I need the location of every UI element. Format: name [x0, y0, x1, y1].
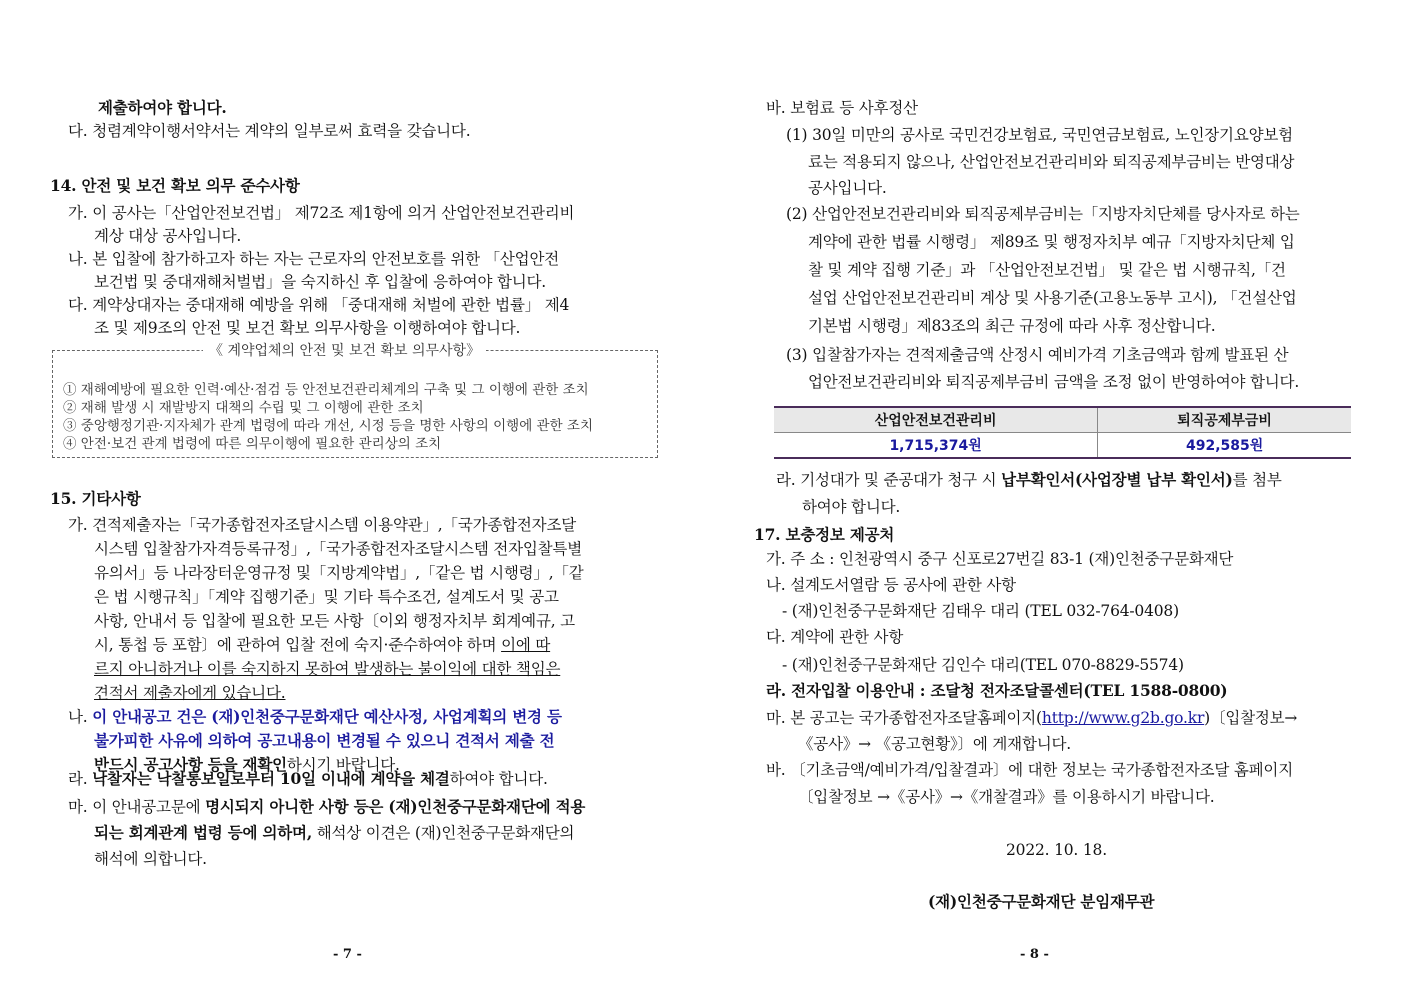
ma-bold-text: 되는 회계관계 법령 등에 의하며, — [94, 823, 313, 842]
section-17-title: 17. 보충정보 제공처 — [754, 525, 895, 544]
section-14-line: 가. 이 공사는「산업안전보건법」 제72조 제1항에 의거 산업안전보건관리비 — [68, 204, 575, 222]
ra-label: 라. — [68, 770, 88, 788]
section-14-line: 다. 계약상대자는 중대재해 예방을 위해 「중대재해 처벌에 관한 법률」 제4 — [68, 296, 570, 314]
section-17-line: 라. 전자입찰 이용안내 : 조달청 전자조달콜센터(TEL 1588-0800) — [766, 681, 1228, 700]
fee-header-safety: 산업안전보건관리비 — [774, 407, 1098, 433]
safety-obligations-box — [52, 343, 658, 458]
notice-date: 2022. 10. 18. — [1006, 841, 1107, 859]
section-ba-line: 찰 및 계약 집행 기준」과 「산업안전보건법」 및 같은 법 시행규칙,「건 — [808, 261, 1286, 279]
section-15-na-line: 불가피한 사유에 의하여 공고내용이 변경될 수 있으니 견적서 제출 전 — [94, 731, 555, 750]
section-14-line: 보건법 및 중대재해처벌법」을 숙지하신 후 입찰에 응하여야 합니다. — [94, 273, 546, 291]
section-15-ga-line: 유의서」등 나라장터운영규정 및「지방계약법」,「같은 법 시행령」,「같 — [94, 564, 584, 582]
page-7 — [50, 0, 690, 992]
section-15-ra-line — [68, 769, 548, 789]
section-17-ma-line: 《공사》→ 《공고현황》〕에 게재합니다. — [798, 735, 1071, 753]
ma-text: 마. 본 공고는 국가종합전자조달홈페이지( — [766, 709, 1042, 727]
box-item: ② 재해 발생 시 재발방지 대책의 수립 및 그 이행에 관한 조치 — [63, 400, 424, 416]
section-17-line: 나. 설계도서열람 등 공사에 관한 사항 — [766, 576, 1016, 594]
section-14-title: 14. 안전 및 보건 확보 의무 준수사항 — [50, 176, 300, 195]
ga-underlined-text: 이에 따 — [501, 636, 551, 654]
page-number: - 7 - — [333, 947, 362, 962]
section-15-ga-line: 르지 아니하거나 이를 숙지하지 못하여 발생하는 불이익에 대한 책임은 — [94, 660, 561, 678]
section-ba-line: (3) 입찰참가자는 견적제출금액 산정시 예비가격 기초금액과 함께 발표된 산 — [786, 346, 1289, 364]
section-14-line: 나. 본 입찰에 참가하고자 하는 자는 근로자의 안전보호를 위한 「산업안전 — [68, 250, 559, 268]
section-15-ma-line — [68, 797, 585, 817]
g2b-link[interactable]: http://www.g2b.go.kr — [1041, 709, 1205, 727]
section-17-ba-line: 바. 〔기초금액/예비가격/입찰결과〕에 대한 정보는 국가종합전자조달 홈페이지 — [766, 761, 1293, 779]
section-ba-line: (1) 30일 미만의 공사로 국민건강보험료, 국민연금보험료, 노인장기요양보험 — [786, 126, 1293, 144]
section-15-ga-line: 가. 견적제출자는「국가종합전자조달시스템 이용약관」,「국가종합전자조달 — [68, 516, 577, 534]
section-15-ga-line: 은 법 시행규칙」「계약 집행기준」및 기타 특수조건, 설계도서 및 공고 — [94, 588, 559, 606]
fee-value-retirement: 492,585원 — [1098, 433, 1351, 459]
section-17-line: - (재)인천중구문화재단 김태우 대리 (TEL 032-764-0408) — [782, 602, 1179, 620]
section-15-ma-line — [94, 823, 574, 843]
section-14-line: 조 및 제9조의 안전 및 보건 확보 의무사항을 이행하여야 합니다. — [94, 319, 521, 337]
section-15-title: 15. 기타사항 — [50, 489, 141, 508]
section-ra-line — [776, 470, 1282, 490]
fee-table-header-row — [774, 407, 1351, 433]
ra-bold-text: 낙찰자는 낙찰통보일로부터 10일 이내에 계약을 체결 — [92, 769, 450, 788]
section-ba-line: 업안전보건관리비와 퇴직공제부금비 금액을 조정 없이 반영하여야 합니다. — [808, 373, 1300, 391]
box-title: 《 계약업체의 안전 및 보건 확보 의무사항》 — [203, 340, 486, 360]
page-8 — [754, 0, 1360, 992]
section-ba-line: 설업 산업안전보건관리비 계상 및 사용기준(고용노동부 고시), 「건설산업 — [808, 289, 1297, 307]
section-15-ga-line: 시스템 입찰참가자격등록규정」,「국가종합전자조달시스템 전자입찰특별 — [94, 540, 582, 558]
ma-text: )〔입찰정보→ — [1204, 709, 1298, 727]
fee-table-value-row — [774, 433, 1351, 459]
intro-line-1: 제출하여야 합니다. — [98, 98, 227, 117]
ra-text: 라. 기성대가 및 준공대가 청구 시 — [776, 471, 1002, 489]
na-label: 나. — [68, 708, 88, 726]
fee-table — [774, 406, 1351, 459]
ra-bold-text: 납부확인서(사업장별 납부 확인서) — [1001, 470, 1233, 489]
section-ba-line: (2) 산업안전보건관리비와 퇴직공제부금비는「지방자치단체를 당사자로 하는 — [786, 205, 1300, 223]
section-17-line: 가. 주 소 : 인천광역시 중구 신포로27번길 83-1 (재)인천중구문화재단 — [766, 550, 1234, 568]
box-item: ① 재해예방에 필요한 인력·예산·점검 등 안전보건관리체계의 구축 및 그 이행에 관한 조치 — [63, 382, 589, 398]
section-17-ma-line — [766, 708, 1297, 728]
ma-text: 마. 이 안내공고문에 — [68, 798, 206, 816]
section-ra-line: 하여야 합니다. — [802, 498, 901, 516]
section-15-na-line — [68, 707, 562, 727]
box-item: ③ 중앙행정기관·지자체가 관계 법령에 따라 개선, 시정 등을 명한 사항의 이행에 관한 조치 — [63, 418, 594, 434]
intro-line-2: 다. 청렴계약이행서약서는 계약의 일부로써 효력을 갖습니다. — [68, 122, 471, 140]
section-15-ga-line: 사항, 안내서 등 입찰에 필요한 모든 사항〔이외 행정자치부 회계예규, 고 — [94, 612, 575, 630]
section-ba-line: 공사입니다. — [808, 179, 887, 197]
section-15-ga-line: 견적서 제출자에게 있습니다. — [94, 684, 286, 702]
section-17-line: - (재)인천중구문화재단 김인수 대리(TEL 070-8829-5574) — [782, 656, 1184, 674]
page-number: - 8 - — [1020, 947, 1049, 962]
na-text: 하시기 바랍니다. — [286, 756, 400, 774]
section-17-ba-line: 〔입찰정보 →《공사》→《개찰결과》를 이용하시기 바랍니다. — [798, 788, 1215, 806]
section-14-line: 계상 대상 공사입니다. — [94, 227, 242, 245]
ma-text: 해석상 이견은 (재)인천중구문화재단의 — [312, 824, 575, 842]
ra-text: 를 첨부 — [1232, 471, 1282, 489]
na-notice-text: 이 안내공고 건은 (재)인천중구문화재단 예산사정, 사업계획의 변경 등 — [92, 707, 562, 726]
signature: (재)인천중구문화재단 분임재무관 — [928, 892, 1155, 911]
ga-text: 시, 통첩 등 포함〕에 관하여 입찰 전에 숙지·준수하여야 하며 — [94, 636, 502, 654]
section-15-ga-line — [94, 635, 550, 655]
section-17-line: 다. 계약에 관한 사항 — [766, 628, 904, 646]
fee-header-retirement: 퇴직공제부금비 — [1098, 407, 1351, 433]
ra-text: 하여야 합니다. — [449, 770, 548, 788]
box-item: ④ 안전·보건 관계 법령에 따른 의무이행에 필요한 관리상의 조치 — [63, 436, 442, 452]
section-15-ma-line: 해석에 의합니다. — [94, 850, 207, 868]
section-ba-line: 기본법 시행령」제83조의 최근 규정에 따라 사후 정산합니다. — [808, 317, 1216, 335]
fee-value-safety: 1,715,374원 — [774, 433, 1098, 459]
ma-bold-text: 명시되지 아니한 사항 등은 (재)인천중구문화재단에 적용 — [205, 797, 586, 816]
section-ba-line: 료는 적용되지 않으나, 산업안전보건관리비와 퇴직공제부금비는 반영대상 — [808, 153, 1295, 171]
section-ba-line: 계약에 관한 법률 시행령」 제89조 및 행정자치부 예규「지방자치단체 입 — [808, 233, 1295, 251]
na-bold-text: 반드시 공고사항 등을 재확인 — [94, 755, 287, 774]
section-ba-title: 바. 보험료 등 사후정산 — [766, 99, 918, 117]
